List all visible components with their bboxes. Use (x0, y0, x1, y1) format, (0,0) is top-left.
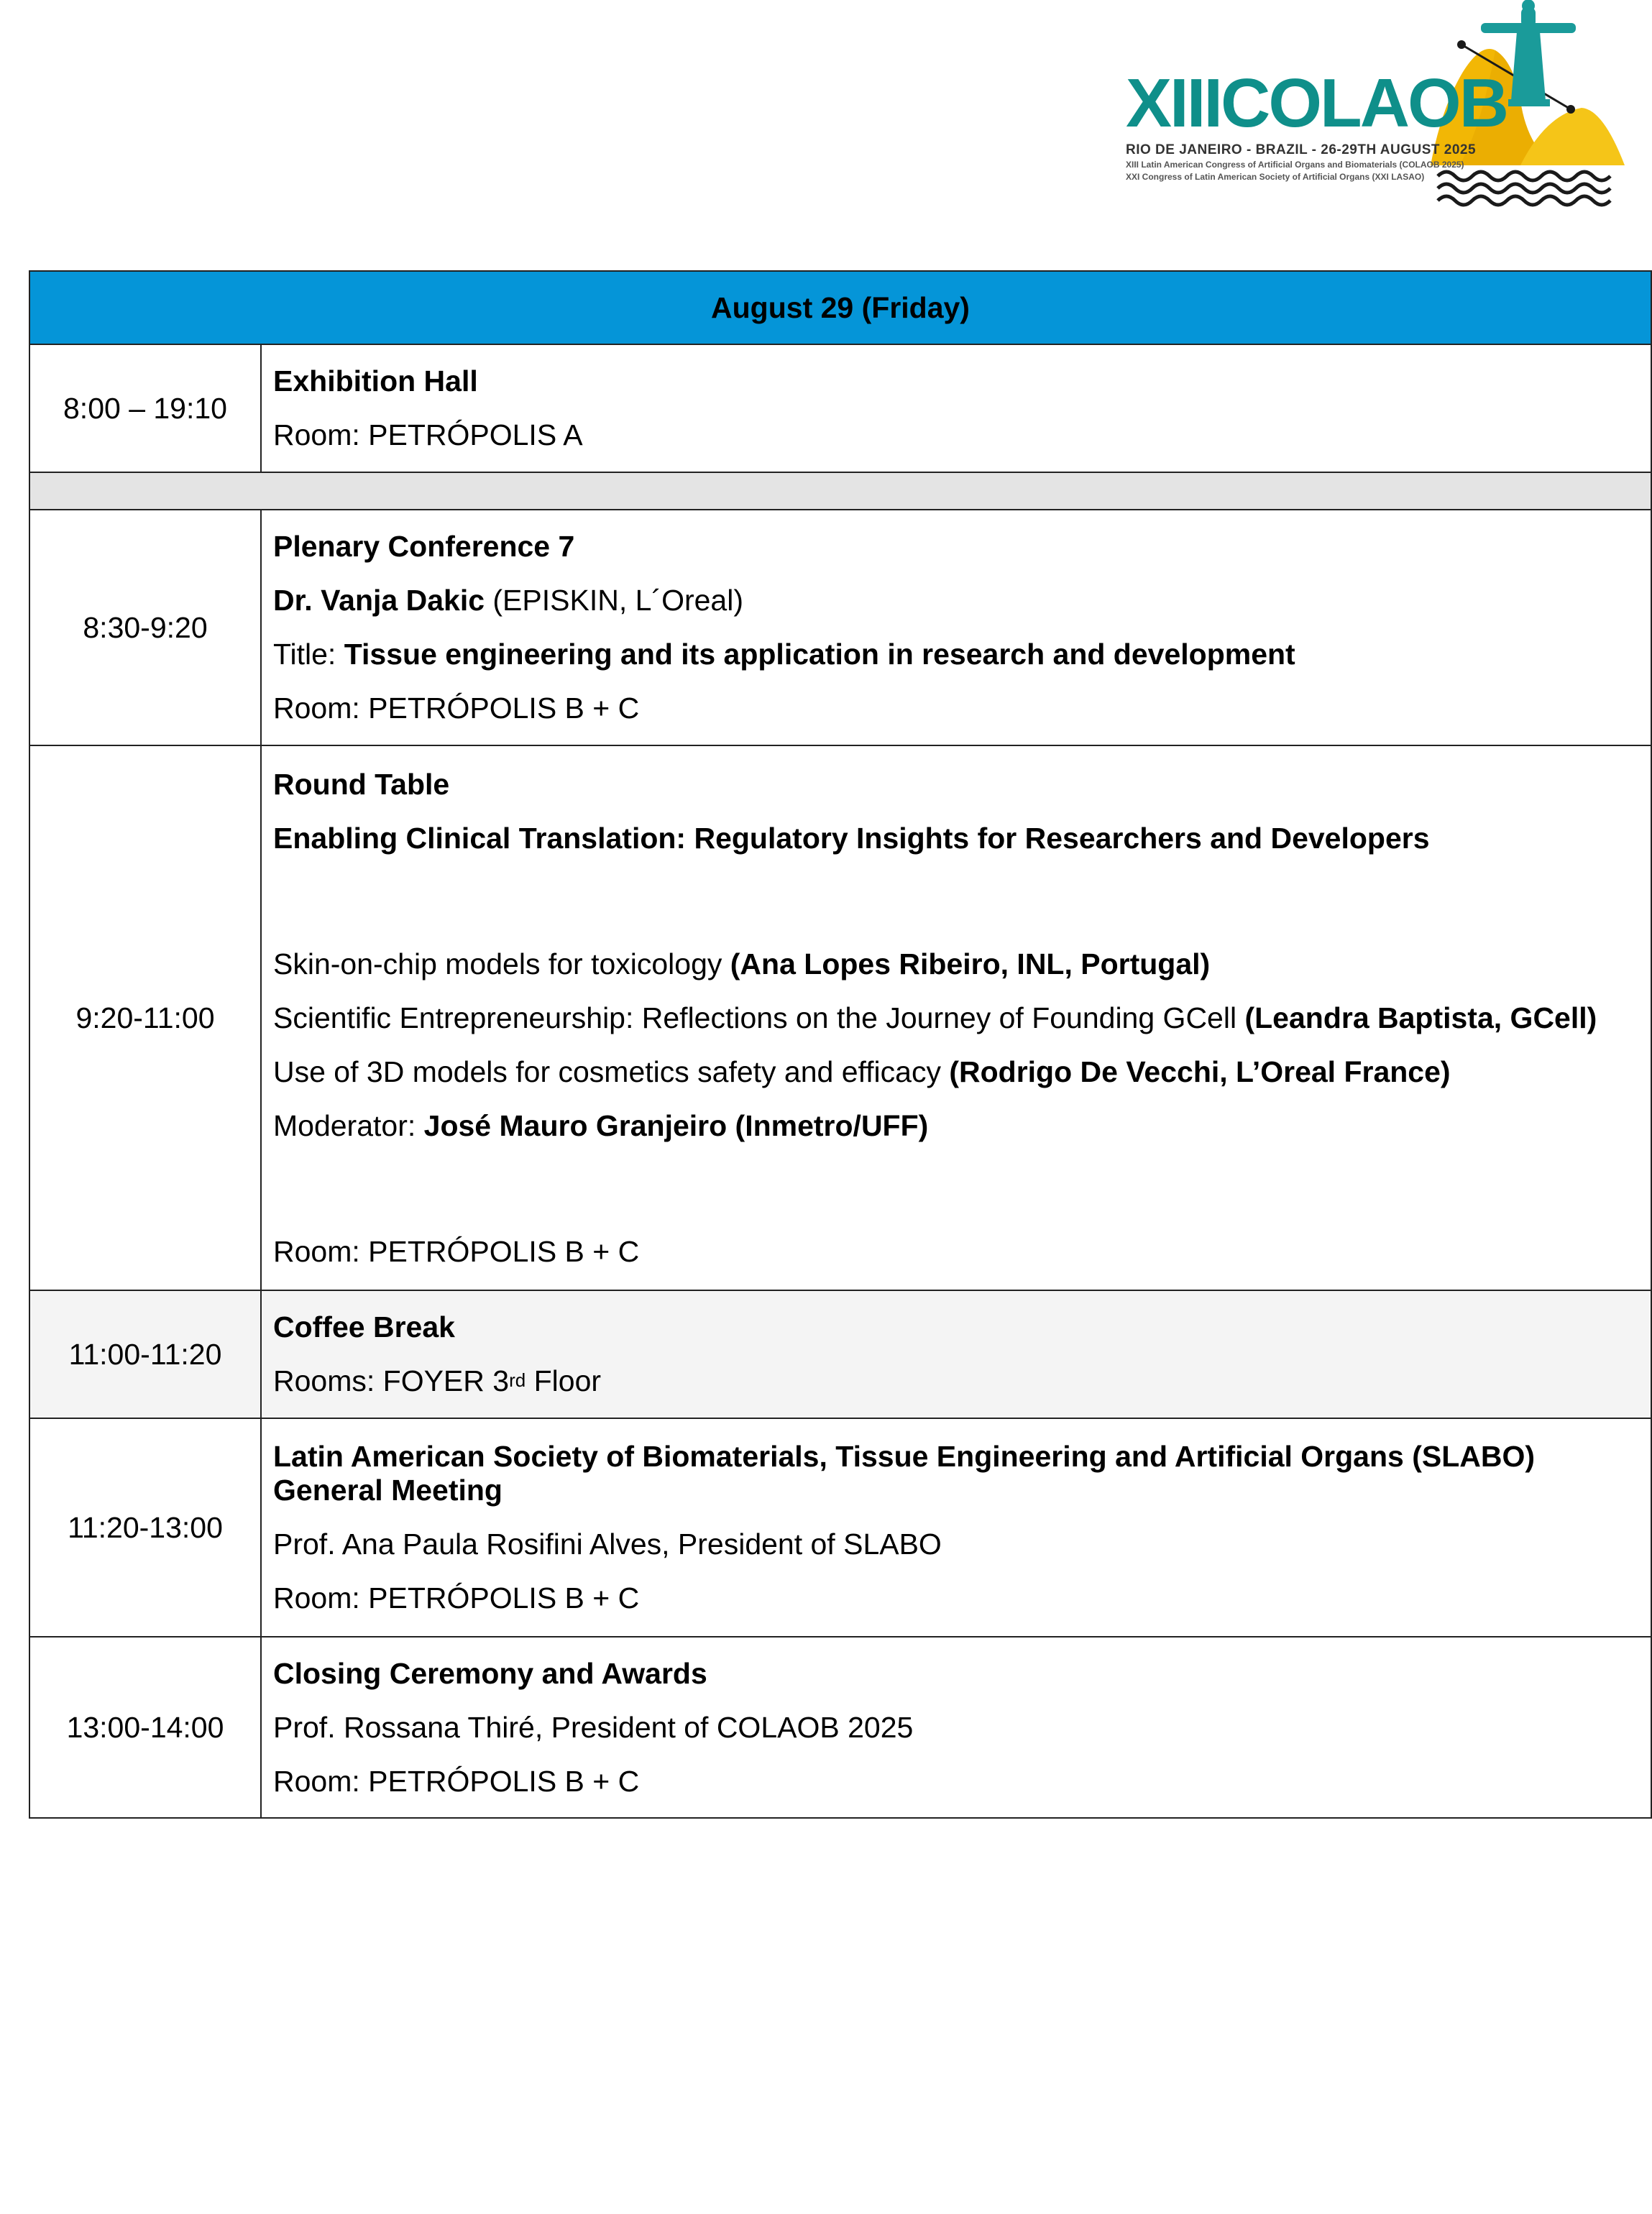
session-time: 11:00-11:20 (29, 1290, 261, 1418)
session-row-exhibition (29, 344, 1651, 472)
talk-text: Use of 3D models for cosmetics safety and efficacy (273, 1055, 950, 1088)
session-room: Room: PETRÓPOLIS B + C (273, 1234, 640, 1268)
session-details (261, 1290, 1651, 1418)
speaker-affiliation: (EPISKIN, L´Oreal) (485, 584, 743, 617)
session-row-slabo (29, 1418, 1651, 1637)
blank-spacer (273, 865, 1640, 937)
session-room: Room: PETRÓPOLIS B + C (273, 1581, 640, 1614)
schedule-table (29, 270, 1652, 1819)
session-title: Coffee Break (273, 1310, 455, 1343)
session-room: Room: PETRÓPOLIS B + C (273, 1764, 640, 1798)
logo-subtitle: RIO DE JANEIRO - BRAZIL - 26-29TH AUGUST 2025 (1126, 142, 1477, 157)
talk-speaker: (Leandra Baptista, GCell) (1244, 1001, 1597, 1034)
day-header-row (29, 271, 1651, 344)
moderator (273, 1099, 1640, 1153)
logo-line-2: XXI Congress of Latin American Society of Artificial Organs (XXI LASAO) (1126, 171, 1425, 182)
talk-item (273, 937, 1640, 991)
session-row-plenary (29, 510, 1651, 745)
session-title: Plenary Conference 7 (273, 530, 575, 563)
logo-line-1: XIII Latin American Congress of Artificial Organs and Biomaterials (COLAOB 2025) (1126, 159, 1464, 170)
session-talk-title (273, 628, 1640, 681)
session-title: Latin American Society of Biomaterials, Tissue Engineering and Artificial Organs (SLABO) General Meeting (273, 1440, 1536, 1507)
session-room (273, 1354, 1640, 1398)
moderator-label: Moderator: (273, 1108, 424, 1142)
session-row-round-table (29, 745, 1651, 1290)
session-speaker: Prof. Rossana Thiré, President of COLAOB 2025 (273, 1710, 914, 1744)
session-subtitle: Enabling Clinical Translation: Regulatory Insights for Researchers and Developers (273, 821, 1430, 855)
session-room: Room: PETRÓPOLIS B + C (273, 692, 640, 725)
session-time: 13:00-14:00 (29, 1637, 261, 1818)
speaker-name: Dr. Vanja Dakic (273, 584, 485, 617)
talk-text: Skin-on-chip models for toxicology (273, 947, 730, 980)
spacer-row (29, 472, 1651, 510)
session-time: 8:00 – 19:10 (29, 344, 261, 472)
session-time: 9:20-11:00 (29, 745, 261, 1290)
title-label: Title: (273, 638, 344, 671)
session-details (261, 745, 1651, 1290)
session-time: 8:30-9:20 (29, 510, 261, 745)
talk-title: Tissue engineering and its application in research and development (344, 638, 1295, 671)
session-speaker (273, 574, 1640, 628)
session-time: 11:20-13:00 (29, 1418, 261, 1637)
session-title: Exhibition Hall (273, 364, 478, 398)
room-superscript: rd (509, 1369, 526, 1391)
session-row-closing (29, 1637, 1651, 1818)
session-details (261, 1418, 1651, 1637)
moderator-name: José Mauro Granjeiro (Inmetro/UFF) (423, 1108, 929, 1142)
session-row-coffee (29, 1290, 1651, 1418)
spacer-cell (29, 472, 1651, 510)
talk-speaker: (Ana Lopes Ribeiro, INL, Portugal) (730, 947, 1211, 980)
session-details (261, 510, 1651, 745)
session-details (261, 344, 1651, 472)
session-speaker: Prof. Ana Paula Rosifini Alves, President of SLABO (273, 1528, 942, 1561)
session-title: Closing Ceremony and Awards (273, 1656, 707, 1690)
day-header: August 29 (Friday) (29, 271, 1651, 344)
blank-spacer (273, 1153, 1640, 1225)
session-details (261, 1637, 1651, 1818)
logo-text-block (1126, 65, 1508, 183)
talk-item (273, 991, 1640, 1045)
room-suffix: Floor (526, 1364, 602, 1397)
logo-title: XIIICOLAOB (1126, 65, 1508, 142)
session-title: Round Table (273, 767, 450, 801)
talk-item (273, 1045, 1640, 1099)
session-room: Room: PETRÓPOLIS A (273, 418, 583, 451)
room-prefix: Rooms: FOYER 3 (273, 1364, 510, 1397)
talk-speaker: (Rodrigo De Vecchi, L’Oreal France) (949, 1055, 1451, 1088)
talk-text: Scientific Entrepreneurship: Reflections on the Journey of Founding GCell (273, 1001, 1245, 1034)
